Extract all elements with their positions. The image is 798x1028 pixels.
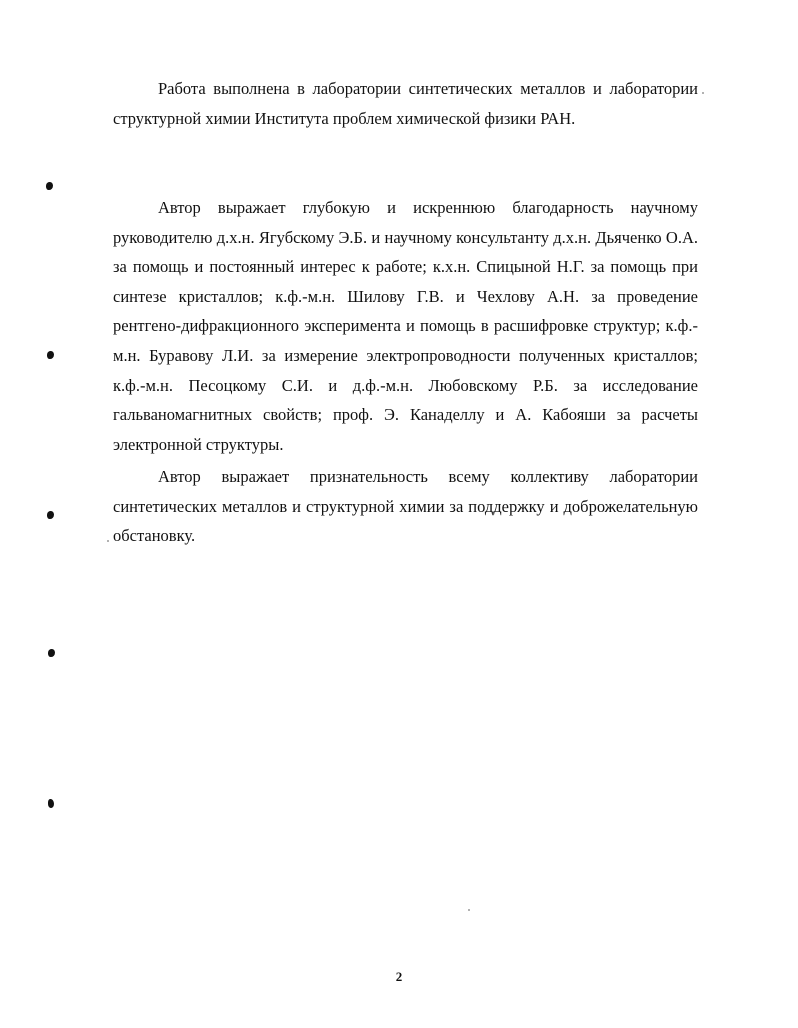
scan-speck <box>107 540 109 542</box>
acknowledgment-supervisors-paragraph <box>113 193 698 459</box>
scan-speck <box>702 92 704 94</box>
binder-hole-mark <box>47 511 54 519</box>
acknowledgment-lab-paragraph <box>113 74 698 133</box>
acknowledgment-team-paragraph <box>113 462 698 551</box>
binder-hole-mark <box>47 351 54 359</box>
page-number: 2 <box>395 969 403 984</box>
binder-hole-mark <box>46 182 53 190</box>
paragraph-text: Работа выполнена в лаборатории синтетических металлов и лаборатории структурной химии Института проблем химической физики РАН. <box>113 79 698 128</box>
paragraph-text: Автор выражает глубокую и искреннюю благодарность научному руководителю д.х.н. Ягубскому Э.Б. и научному консультанту д.х.н. Дьяченко О.А. за помощь и постоянный интерес к работе; к.х.н. Спицыной Н.Г. за помощь при синтезе кристаллов; к.ф.-м.н. Шилову Г.В. и Чехлову А.Н. за проведение рентгено-дифракционного эксперимента и помощь в расшифровке структур; к.ф.-м.н. Буравову Л.И. за измерение электропроводности полученных кристаллов; к.ф.-м.н. Песоцкому С.И. и д.ф.-м.н. Любовскому Р.Б. за исследование гальваномагнитных свойств; проф. Э. Канаделлу и А. Кабояши за расчеты электронной структуры. <box>113 198 698 454</box>
binder-hole-mark <box>48 799 54 808</box>
binder-hole-mark <box>48 649 55 657</box>
paragraph-text: Автор выражает признательность всему коллективу лаборатории синтетических металлов и структурной химии за поддержку и доброжелательную обстановку. <box>113 467 698 546</box>
scan-speck <box>468 909 470 911</box>
